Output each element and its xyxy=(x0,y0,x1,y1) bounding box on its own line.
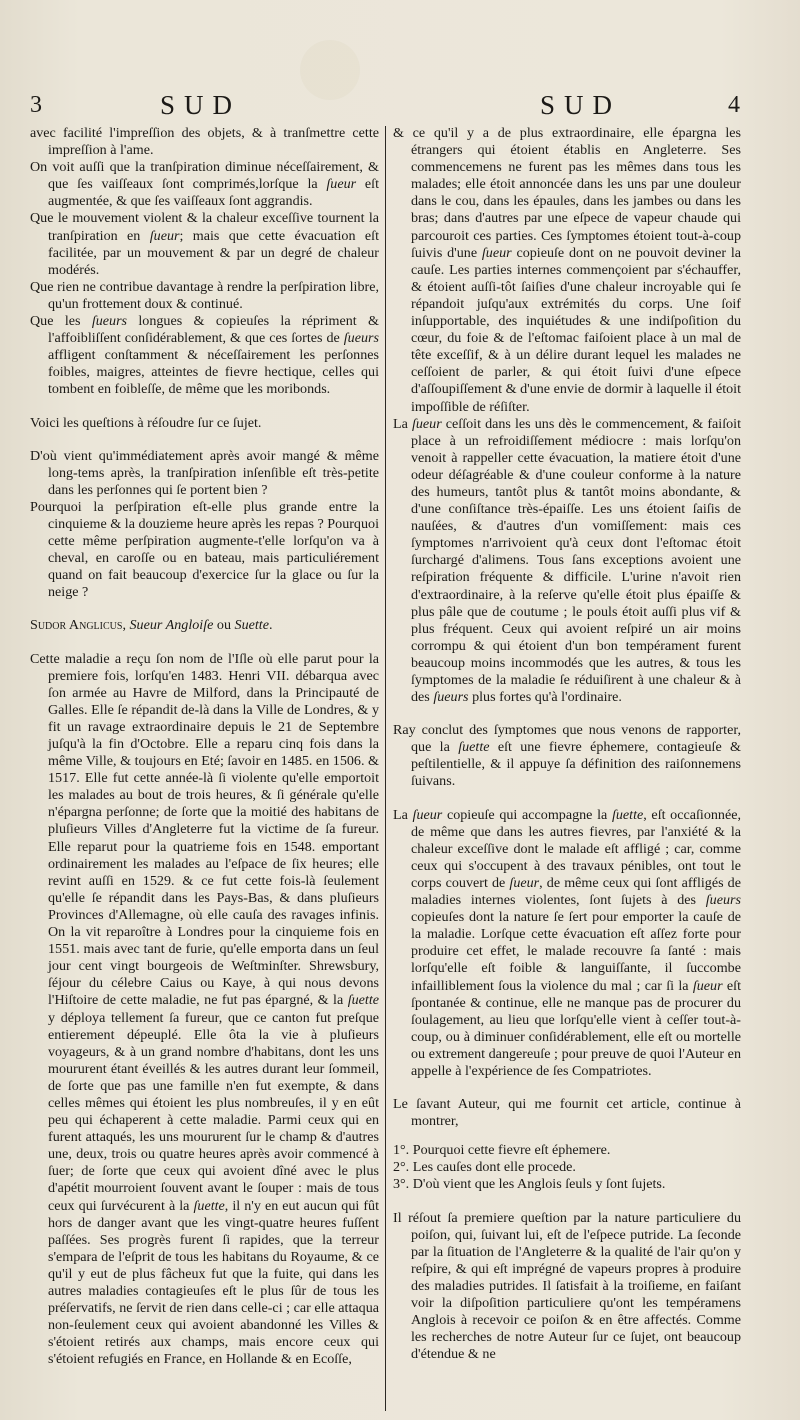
page-number-left: 3 xyxy=(30,92,42,118)
list-item: 2°. Les cauſes dont elle procede. xyxy=(393,1159,576,1176)
paragraph: avec facilité l'impreſſion des objets, & à tranſmettre cette impreſſion à l'ame. xyxy=(30,125,379,159)
section-intro: Voici les queſtions à réſoudre ſur ce ſujet. xyxy=(30,414,262,431)
headword-left: SUD xyxy=(160,90,242,120)
paragraph: La ſueur ceſſoit dans les uns dès le commencement, & faiſoit place à un refroidiſſement médiocre : mais lorſqu'on venoit à rappeller cette évacuation, la matiere étoit d'une odeur déſagréable & d'une couleur conforme à la nature des humeurs, tantôt plus & tantôt moins abondante, & d'une conſiſtance très-épaiſſe. Les uns étoient ſaiſis de nauſées, & d'autres d'un vomiſſement: mais ces ſymptomes n'arrivoient qu'à ceux dont l'eſtomac étoit ſurchargé d'alimens. Tous ſans exceptions avoient une reſpiration fréquente & difficile. L'urine n'avoit rien d'extraordinaire, à la reſerve qu'elle étoit plus épaiſſe & plus pâle que de coutume ; le pouls étoit auſſi plus vif & plus fréquent. Ceux qui avoient reſpiré un air moins corrompu & qui étoient d'un bon tempérament furent beaucoup moins incommodés que les autres, & tous les ſymptomes de la maladie ſe réduiſirent à une chaleur & à des ſueurs plus fortes qu'à l'ordinaire. xyxy=(393,415,742,706)
list-item: 1°. Pourquoi cette fievre eſt éphemere. xyxy=(393,1142,611,1159)
paragraph: Il réſout ſa premiere queſtion par la nature particuliere du poiſon, qui, ſuivant lui, eſt de l'eſpece putride. La ſeconde par la ſituation de l'Angleterre & la qualité de l'air qu'on y reſpire, & qui eſt imprégné de vapeurs propres à produire des maladies putrides. Il ſatisfait à la troiſieme, en faiſant voir la diſpoſition particuliere qu'ont les tempéramens Anglois à recevoir ce poiſon & en être affectés. Comme les recherches de notre Auteur ſur ce ſujet, ont beaucoup d'étendue & ne xyxy=(393,1209,741,1363)
paper-stain xyxy=(300,40,360,100)
question: D'où vient qu'immédiatement après avoir mangé & même long-tems après, la tranſpiration inſenſible eſt très-petite dans les perſonnes qui ſe portent bien ? xyxy=(30,447,379,498)
right-column xyxy=(393,125,741,1415)
headword-right: SUD xyxy=(540,90,622,120)
running-header xyxy=(0,92,800,126)
paragraph: Cette maladie a reçu ſon nom de l'Iſle où elle parut pour la premiere fois, lorſqu'en 1483. Henri VII. débarqua avec ſon armée au Havre de Milford, dans la Principauté de Galles. Elle ſe répandit de-là dans la Ville de Londres, & y fit un ravage extraordinaire depuis le 21 de Septembre juſqu'à la fin d'Octobre. Elle a reparu cinq fois dans la même Ville, & toujours en Eté; ſavoir en 1485. en 1506. & 1517. Elle fut cette année-là ſi violente qu'elle emportoit les malades au bout de trois heures, & ſi générale qu'elle n'épargna perſonne; de ſorte que la moitié des habitans de pluſieurs Villes d'Angleterre fut la victime de ſa fureur. Elle reparut pour la quatrieme fois en 1548. emportant ordinairement les malades au l'eſpace de ſix heures; elle revint auſſi en 1529. & ce fut cette fois-là ſeulement qu'elle ſe répandit dans les Pays-Bas, & dans pluſieurs Provinces d'Allemagne, où elle cauſa des ravages infinis. On la vit reparoître à Londres pour la cinquieme fois en 1551. mais avec tant de furie, qu'elle emporta dans un ſeul jour cent vingt bourgeois de Weſtminſter. Shrewsbury, ſéjour du célebre Caius ou Kaye, à qui nous devons l'Hiſtoire de cette maladie, ne fut pas épargné, & la ſuette y déploya tellement ſa fureur, que ce canton fut preſque entierement dépeuplé. Elle ôta la vie à pluſieurs voyageurs, & à un grand nombre d'habitans, dont les uns moururent étant éveillés & les autres durant leur ſommeil, de ſorte que pas une famille n'en fut exempte, & dans celles mêmes qui étoient les plus nombreuſes, il y en eût peu qui échaperent à cette maladie. Parmi ceux qui en furent attaqués, les uns moururent ſur le champ & d'autres une, deux, trois ou quatre heures après avoir commencé à ſuer; de ſorte que ceux qui avoient dîné avec le plus d'apétit mourroient ſouvent avant le ſouper : mais de tous ceux qui ſurvécurent à la ſuette, il n'y en eut aucun qui fût hors de danger avant que les vingt-quatre heures fuſſent paſſées. Ses progrès furent ſi rapides, que la terreur s'empara de l'eſprit de tous les habitans du Royaume, & ce qu'il y eut de plus fâcheux fut que la fuite, qui dans les autres maladies contagieuſes eſt le plus ſûr de tous les préſervatifs, ne ſervit de rien dans celle-ci ; car elle attaqua non-ſeulement ceux qui avoient abandonné les Villes & s'étoient retirés aux champs, mais encore ceux qui s'étoient refugiés en France, en Hollande & en Ecoſſe, xyxy=(30,650,379,1368)
column-rule xyxy=(385,126,386,1411)
paragraph: Que le mouvement violent & la chaleur exceſſive tournent la tranſpiration en ſueur; mais que cette évacuation eſt facilitée, par un mouvement & par un degré de chaleur modérés. xyxy=(30,210,379,278)
paragraph: On voit auſſi que la tranſpiration diminue néceſſairement, & que ſes vaiſſeaux ſont comprimés,lorſque la ſueur eſt augmentée, & que ſes vaiſſeaux ſont aggrandis. xyxy=(30,159,379,210)
paragraph: La ſueur copieuſe qui accompagne la ſuette, eſt occaſionnée, de même que dans les autres fievres, par l'anxiété & la chaleur exceſſive dont le malade eſt affligé ; car, comme ceux qui s'occupent à des travaux pénibles, ont tout le corps couvert de ſueur, de même ceux qui ſont affligés de maladies internes violentes, ſont ſujets à des ſueurs copieuſes dont la nature ſe ſert pour emporter la cauſe de la maladie. Lorſque cette évacuation eſt aſſez forte pour produire cet effet, le malade recouvre ſa ſanté : mais lorſqu'elle eſt foible & languiſſante, il ſuccombe infailliblement ſous la violence du mal ; car ſi la ſueur eſt ſpontanée & continue, elle ne manque pas de procurer du ſoulagement, au lieu que lorſqu'elle vient à ceſſer tout-à-coup, ou à diminuer conſidérablement, elle eſt ou mortelle ou extrement dangereuſe ; pour preuve de quoi l'Auteur en appelle à l'expérience de ſes Compatriotes. xyxy=(393,806,742,1079)
page-number-right: 4 xyxy=(728,92,740,118)
list-item: 3°. D'où vient que les Anglois ſeuls y ſont ſujets. xyxy=(393,1176,666,1193)
left-column xyxy=(30,125,379,1415)
paragraph: Que les ſueurs longues & copieuſes la répriment & l'affoibliſſent conſidérablement, & que ces ſortes de ſueurs affligent conſtamment & néceſſairement les perſonnes foibles, maigres, atteintes de fievre hectique, celles qui tombent en foibleſſe, de même que les moribonds. xyxy=(30,313,379,398)
paragraph: Ray conclut des ſymptomes que nous venons de rapporter, que la ſuette eſt une fievre éphemere, contagieuſe & peſtilentielle, & il appuye ſa définition des raiſonnemens ſuivans. xyxy=(393,722,741,790)
paragraph: & ce qu'il y a de plus extraordinaire, elle épargna les étrangers qui étoient établis en Angleterre. Ses commencemens ne furent pas les mêmes dans tous les malades; elle étoit annoncée dans les uns par une douleur dans le cou, dans les épaules, dans les jambes ou dans les bras; dans d'autres par une eſpece de vapeur chaude qui parcouroit ces parties. Ces ſymptomes étoient tout-à-coup ſuivis d'une ſueur copieuſe dont on ne pouvoit deviner la cauſe. Les parties internes commençoient par s'échauffer, & étoient auſſi-tôt ſaiſies d'une chaleur incroyable qui ſe répandoit juſqu'aux extrémités du corps. Une ſoif inſupportable, des inquiétudes & une indiſpoſition du cœur, du foie & de l'eſtomac faiſoient place à un mal de tête exceſſif, & à un délire durant lequel les malades ne ceſſoient de parler, & qui étoit ſuivi d'une eſpece d'aſſoupiſſement & d'une envie de dormir à laquelle il étoit impoſſible de réſiſter. xyxy=(393,125,741,415)
paragraph: Le ſavant Auteur, qui me fournit cet article, continue à montrer, xyxy=(393,1096,741,1130)
paragraph: Que rien ne contribue davantage à rendre la perſpiration libre, qu'un frottement doux & continué. xyxy=(30,278,379,312)
entry-heading: Sudor Anglicus, Sueur Angloiſe ou Suette. xyxy=(30,617,273,634)
question: Pourquoi la perſpiration eſt-elle plus grande entre la cinquieme & la douzieme heure après les repas ? Pourquoi cette même perſpiration augmente-t'elle lorſqu'on va à cheval, en caroſſe ou en bateau, mais particuliérement quand on fait beaucoup d'exercice ſur la glace ou ſur la neige ? xyxy=(30,498,379,601)
